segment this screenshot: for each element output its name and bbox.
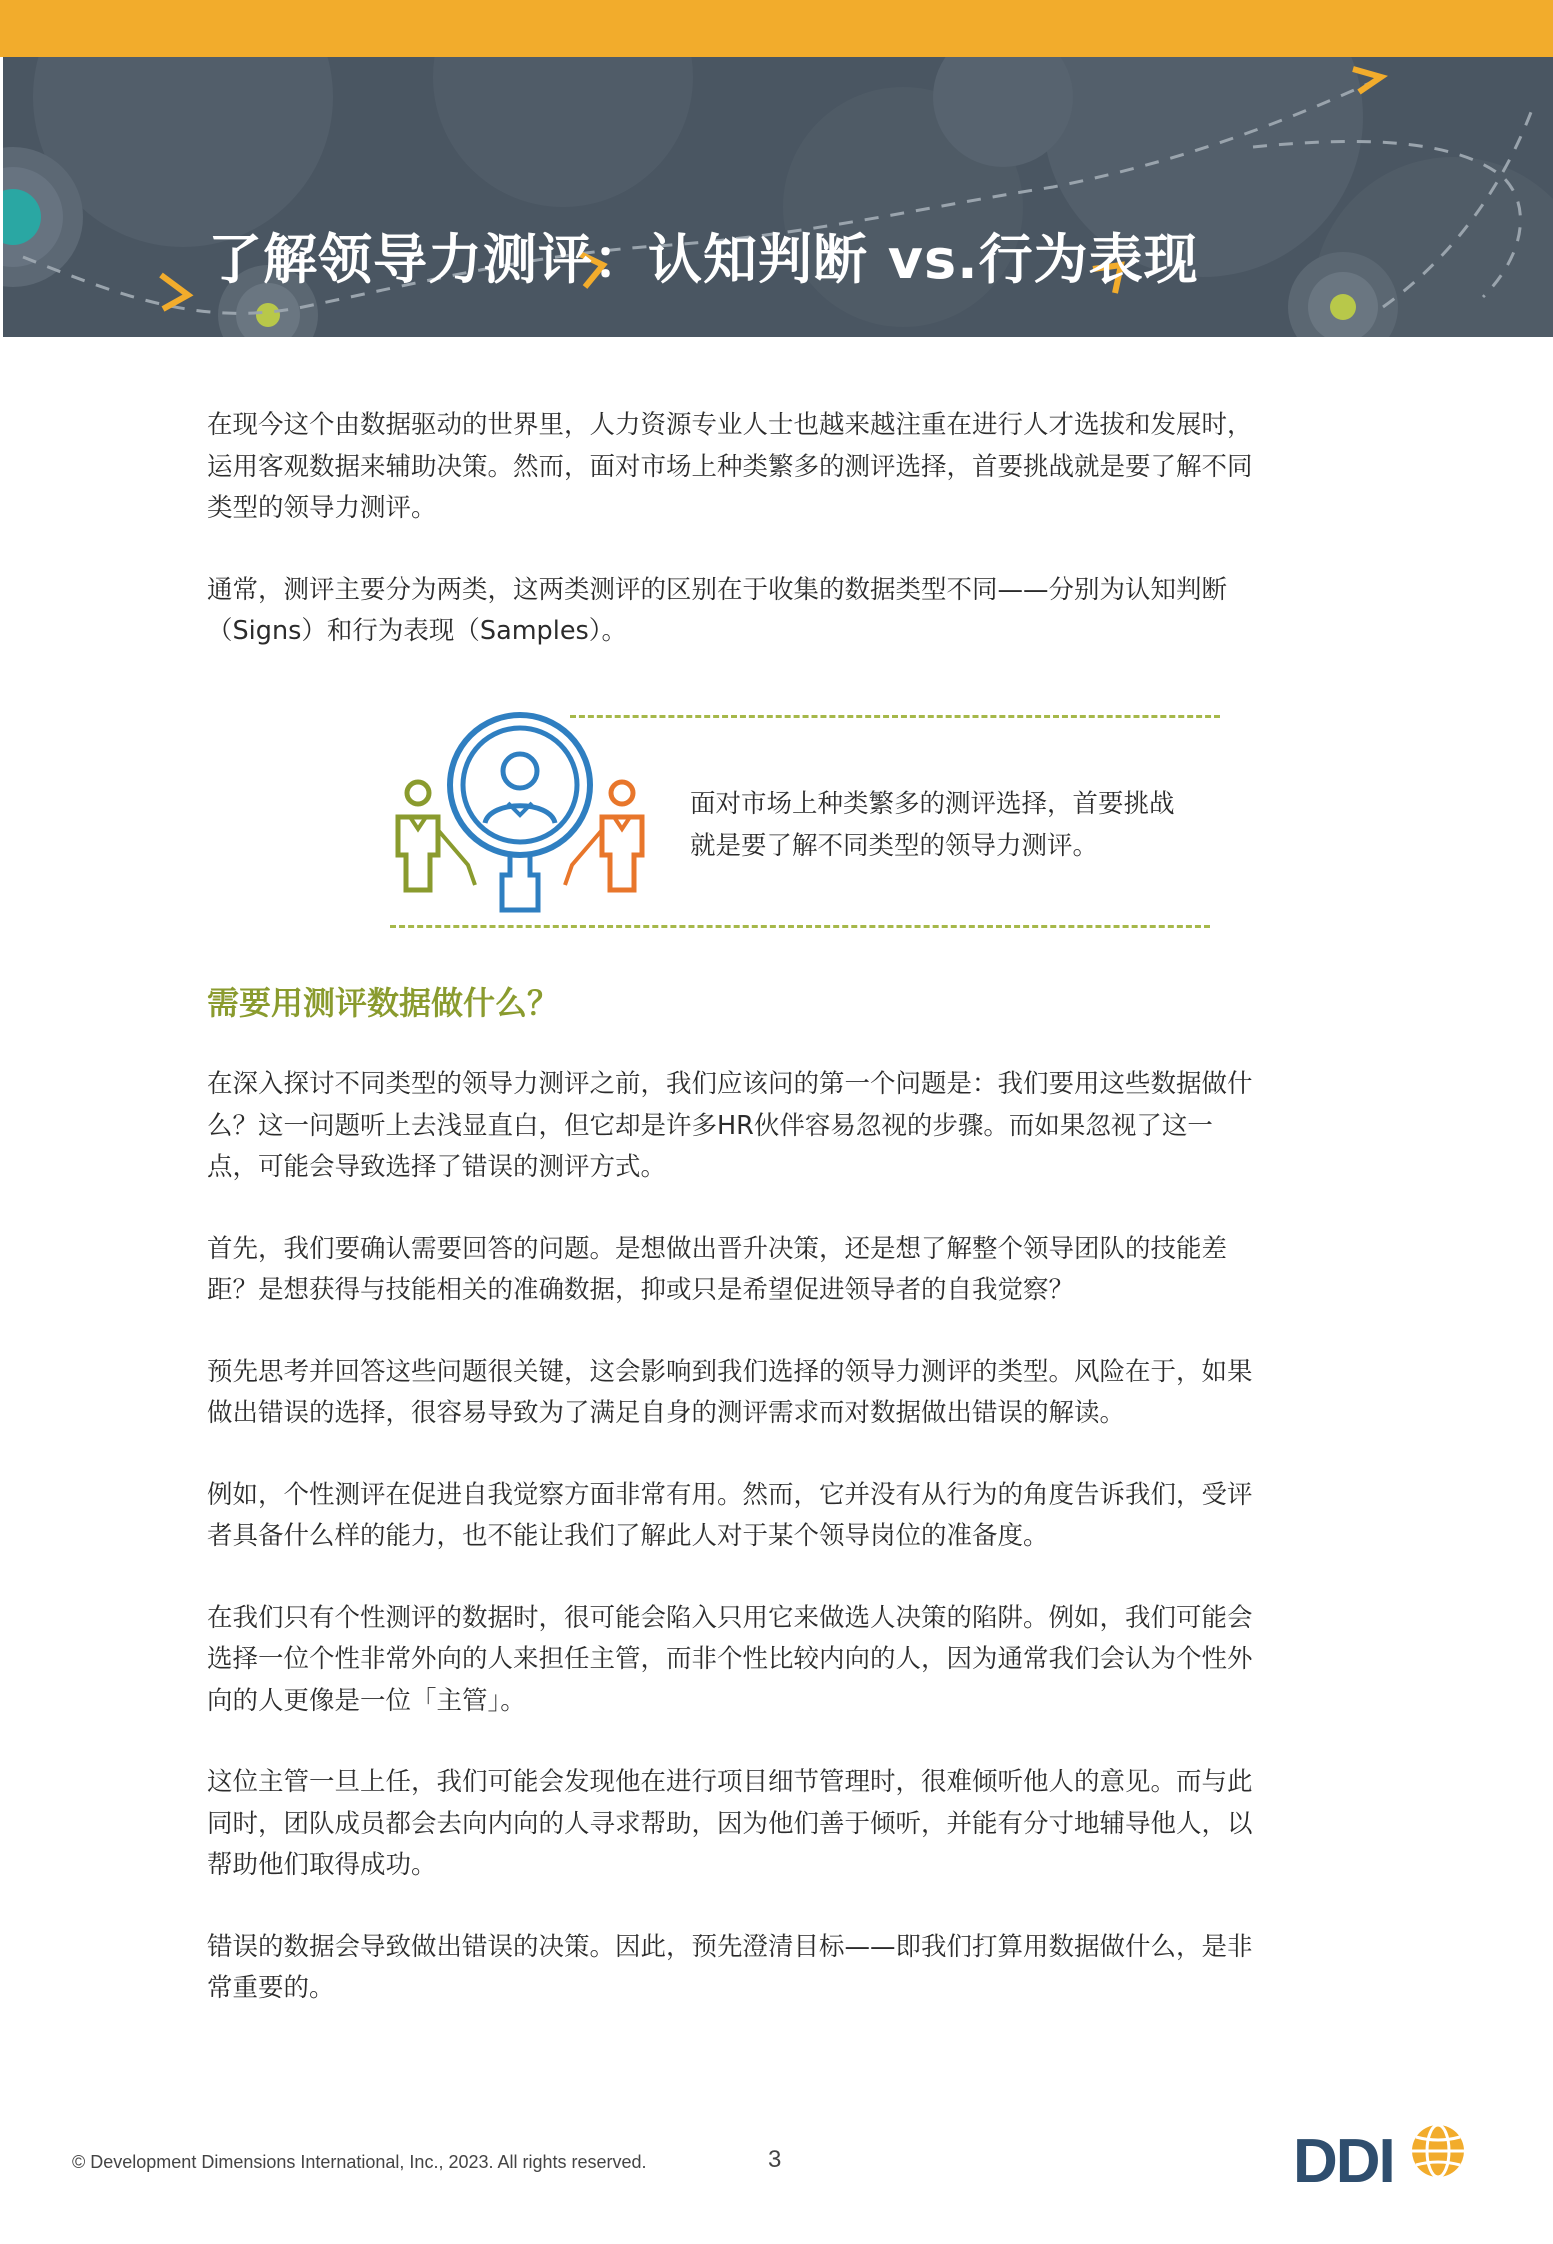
body-paragraph-1: 在深入探讨不同类型的领导力测评之前，我们应该问的第一个问题是：我们要用这些数据做什 么？这一问题听上去浅显直白，但它却是许多HR伙伴容易忽视的步骤。而如果忽视了这一 点，可能会导致选择了错误的测评方式。 <box>207 1069 1253 1182</box>
section-heading: 需要用测评数据做什么？ <box>207 984 560 1022</box>
intro-paragraph-2: 通常，测评主要分为两类，这两类测评的区别在于收集的数据类型不同——分别为认知判断 （Signs）和行为表现（Samples）。 <box>207 574 1228 646</box>
footer-copyright: © Development Dimensions International, Inc., 2023. All rights reserved. <box>72 2152 647 2172</box>
people-magnifier-icon <box>390 705 680 915</box>
intro-paragraph-1: 在现今这个由数据驱动的世界里，人力资源专业人士也越来越注重在进行人才选拔和发展时， 运用客观数据来辅助决策。然而，面对市场上种类繁多的测评选择，首要挑战就是要了解不同 类型的领导力测评。 <box>207 410 1253 523</box>
page-number: 3 <box>768 2146 782 2173</box>
page-title: 了解领导力测评：认知判断 vs.行为表现 <box>208 228 1199 291</box>
body-paragraph-7: 错误的数据会导致做出错误的决策。因此，预先澄清目标——即我们打算用数据做什么，是非 常重要的。 <box>207 1931 1253 2003</box>
callout-quote: 面对市场上种类繁多的测评选择，首要挑战 就是要了解不同类型的领导力测评。 <box>690 789 1175 861</box>
logo-text: DDI <box>1293 2127 1394 2196</box>
header-banner <box>3 57 1553 337</box>
intro-section <box>207 405 1347 693</box>
callout-bottom-divider <box>390 925 1210 928</box>
body-paragraph-3: 预先思考并回答这些问题很关键，这会影响到我们选择的领导力测评的类型。风险在于，如果 做出错误的选择，很容易导致为了满足自身的测评需求而对数据做出错误的解读。 <box>207 1356 1253 1428</box>
globe-icon <box>1412 2125 1464 2177</box>
body-section <box>207 1064 1347 2050</box>
ddi-logo <box>1293 2117 1483 2197</box>
callout-box <box>390 705 1220 935</box>
banner-decoration <box>3 57 1553 337</box>
body-paragraph-2: 首先，我们要确认需要回答的问题。是想做出晋升决策，还是想了解整个领导团队的技能差 距？是想获得与技能相关的准确数据，抑或只是希望促进领导者的自我觉察？ <box>207 1233 1228 1305</box>
body-paragraph-4: 例如，个性测评在促进自我觉察方面非常有用。然而，它并没有从行为的角度告诉我们，受评 者具备什么样的能力，也不能让我们了解此人对于某个领导岗位的准备度。 <box>207 1479 1253 1551</box>
body-paragraph-6: 这位主管一旦上任，我们可能会发现他在进行项目细节管理时，很难倾听他人的意见。而与此 同时，团队成员都会去向内向的人寻求帮助，因为他们善于倾听，并能有分寸地辅导他人，以 帮助他们取得成功。 <box>207 1767 1253 1880</box>
body-paragraph-5: 在我们只有个性测评的数据时，很可能会陷入只用它来做选人决策的陷阱。例如，我们可能会 选择一位个性非常外向的人来担任主管，而非个性比较内向的人，因为通常我们会认为个性外 向的人更像是一位「主管」。 <box>207 1602 1253 1716</box>
top-accent-bar <box>0 0 1553 57</box>
